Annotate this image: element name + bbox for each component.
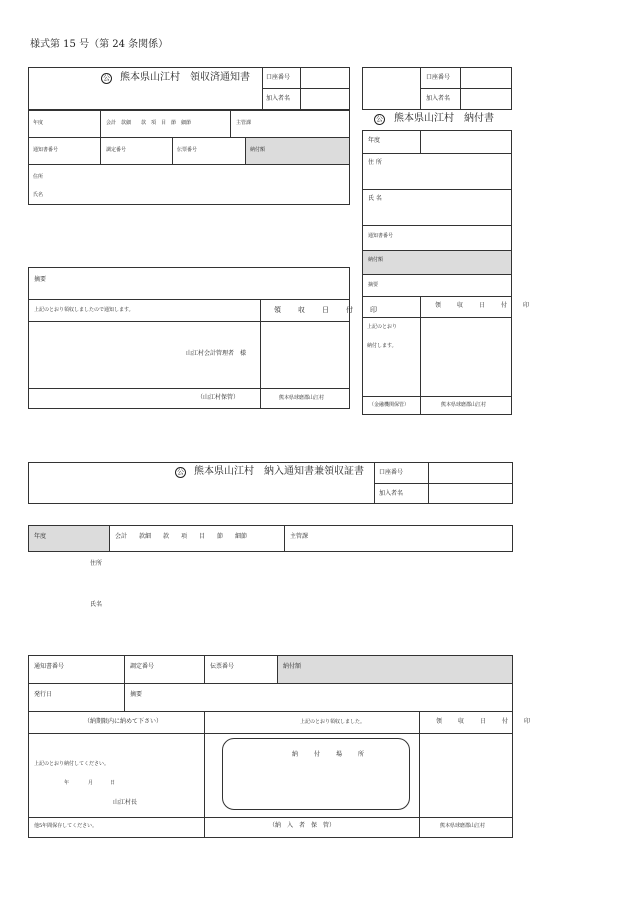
request-text: 上記のとおり納付してください。 bbox=[34, 761, 110, 767]
seal-icon: 公 bbox=[177, 468, 184, 476]
payment-amount-label: 納付額 bbox=[250, 147, 266, 153]
mayor-label: 山江村長 bbox=[113, 799, 138, 806]
date-year-label: 年 bbox=[64, 780, 70, 786]
combined-notice-number-label: 通知書番号 bbox=[34, 663, 65, 670]
combined-address-label: 住所 bbox=[90, 560, 103, 567]
kept-by: （山江村保管） bbox=[197, 394, 240, 401]
slip-paid-text-2: 納付します。 bbox=[367, 343, 397, 349]
combined-payment-amount-label: 納付額 bbox=[283, 663, 302, 670]
slip-remarks-label: 摘要 bbox=[368, 282, 379, 288]
combined-received-text: 上記のとおり領収しました。 bbox=[300, 719, 366, 725]
slip-kept-by: （金融機関保管） bbox=[369, 402, 410, 408]
bottom-right-label: 熊本県球磨郡山江村 bbox=[279, 395, 325, 401]
combined-stamp-label: 領 収 日 付 印 bbox=[436, 718, 536, 725]
date-day-label: 日 bbox=[110, 780, 116, 786]
payment-place-box bbox=[222, 738, 410, 810]
dept-label: 主管課 bbox=[236, 120, 252, 126]
payment-place-label: 納 付 場 所 bbox=[292, 751, 370, 758]
slip-stamp-label: 領 収 日 付 印 bbox=[435, 302, 535, 309]
combined-issue-date-label: 発行日 bbox=[34, 691, 53, 698]
subscriber-name-label: 加入者名 bbox=[266, 95, 291, 102]
date-month-label: 月 bbox=[88, 780, 94, 786]
combined-name-label: 氏名 bbox=[90, 601, 103, 608]
combined-title: 熊本県山江村 納入通知書兼領収証書 bbox=[194, 466, 364, 477]
combined-account-line: 会計 款細 款 項 目 節 細節 bbox=[115, 533, 248, 540]
combined-subscriber-name-label: 加入者名 bbox=[379, 490, 404, 497]
keep-note: 他5年間保存してください。 bbox=[34, 823, 98, 829]
combined-fiscal-year-label: 年度 bbox=[34, 533, 47, 540]
slip-notice-number-label: 通知書番号 bbox=[368, 233, 394, 239]
slip-fiscal-year-label: 年度 bbox=[368, 137, 381, 144]
slip-name-label: 氏 名 bbox=[368, 195, 382, 202]
form-number: 様式第 15 号（第 24 条関係） bbox=[30, 39, 169, 50]
received-text: 上記のとおり領収しましたので通知します。 bbox=[34, 307, 134, 313]
combined-slip-number-label: 伝票番号 bbox=[210, 663, 235, 670]
fiscal-year-label: 年度 bbox=[33, 120, 44, 126]
combined-assessment-number-label: 調定番号 bbox=[130, 663, 155, 670]
account-number-label: 口座番号 bbox=[266, 74, 291, 81]
seal-icon: 公 bbox=[103, 74, 110, 82]
address-label: 住所 bbox=[33, 174, 44, 180]
combined-remarks-label: 摘要 bbox=[130, 691, 143, 698]
payment-slip-title: 熊本県山江村 納付書 bbox=[394, 113, 494, 124]
slip-payment-amount-label: 納付額 bbox=[368, 257, 384, 263]
combined-account-number-label: 口座番号 bbox=[379, 469, 404, 476]
slip-subscriber-name-label: 加入者名 bbox=[426, 95, 451, 102]
slip-paid-text-1: 上記のとおり bbox=[367, 324, 398, 330]
notice-number-label: 通知書番号 bbox=[33, 147, 59, 153]
remarks-label: 摘要 bbox=[34, 276, 47, 283]
receipt-notice-title: 熊本県山江村 領収済通知書 bbox=[120, 72, 250, 83]
slip-number-label: 伝票番号 bbox=[177, 147, 198, 153]
deadline-note: （納期限内に納めて下さい） bbox=[84, 718, 163, 725]
combined-kept-by: （納 入 者 保 管） bbox=[269, 822, 336, 829]
combined-bottom-right-label: 熊本県球磨郡山江村 bbox=[440, 823, 486, 829]
stamp-label: 領 収 日 付 印 bbox=[274, 306, 382, 314]
name-label: 氏名 bbox=[33, 192, 44, 198]
slip-account-number-label: 口座番号 bbox=[426, 74, 451, 81]
assessment-number-label: 調定番号 bbox=[106, 147, 127, 153]
slip-address-label: 住 所 bbox=[368, 159, 382, 166]
combined-dept-label: 主管課 bbox=[290, 533, 309, 540]
addressee: 山江村会計管理者 様 bbox=[186, 350, 247, 357]
account-line: 会計 款細 款 項 目 節 細節 bbox=[106, 120, 192, 126]
seal-icon: 公 bbox=[376, 115, 383, 123]
slip-bottom-right-label: 熊本県球磨郡山江村 bbox=[441, 402, 487, 408]
